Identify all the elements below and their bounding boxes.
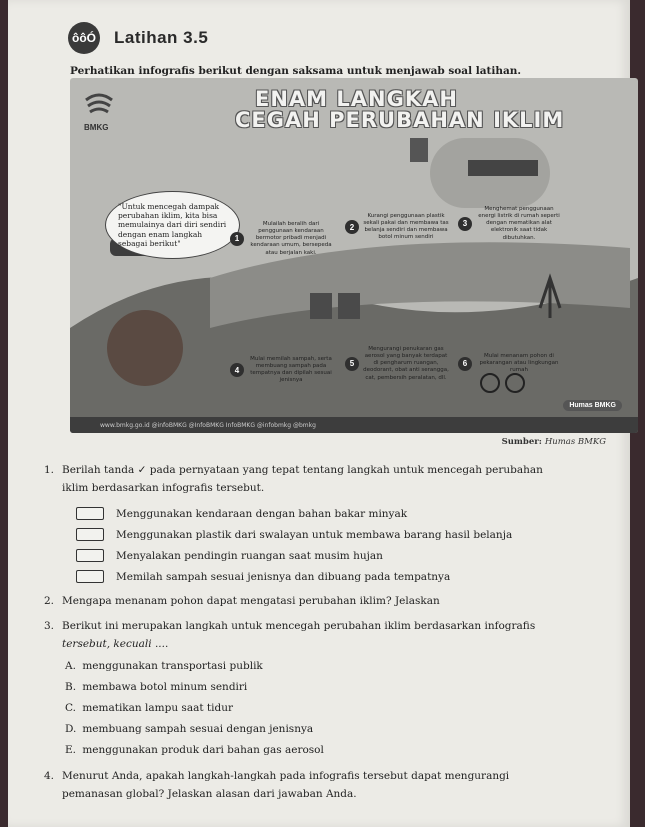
question-text: pemanasan global? Jelaskan alasan dari jawaban Anda. (62, 788, 357, 800)
recycle-bin-icon (338, 293, 360, 319)
step-number: 2 (345, 220, 359, 234)
infographic-title-line1: ENAM LANGKAH (255, 87, 458, 111)
q3-choice-e[interactable] (65, 744, 324, 756)
q3-choice-a[interactable] (65, 660, 263, 672)
recycle-bin-icon (310, 293, 332, 319)
question-number: 2. (44, 595, 55, 607)
choice-text: menggunakan transportasi publik (82, 660, 263, 672)
worksheet-page (8, 0, 630, 827)
question-text: tersebut, kecuali .... (62, 638, 169, 650)
question-4-line2 (62, 786, 357, 803)
question-1-line2 (62, 480, 264, 497)
choice-letter: E. (65, 744, 77, 756)
choice-text: membawa botol minum sendiri (82, 681, 248, 693)
instruction-text: Perhatikan infografis berikut dengan saksama untuk menjawab soal latihan. (70, 65, 522, 77)
choice-text: menggunakan produk dari bahan gas aerosol (82, 744, 324, 756)
choice-letter: B. (65, 681, 77, 693)
choice-letter: D. (65, 723, 77, 735)
step-2 (345, 213, 449, 242)
q3-choice-d[interactable] (65, 723, 313, 735)
bmkg-logo-text: BMKG (84, 123, 109, 132)
climate-infographic (70, 78, 638, 433)
question-text: Mengapa menanam pohon dapat mengatasi perubahan iklim? Jelaskan (62, 595, 440, 607)
choice-letter: A. (65, 660, 76, 672)
option-text: Menggunakan plastik dari swalayan untuk membawa barang hasil belanja (116, 528, 513, 541)
lock-icon (410, 138, 428, 162)
q3-choice-c[interactable] (65, 702, 233, 714)
step-1 (230, 221, 334, 257)
bmkg-logo (82, 90, 116, 132)
step-text: Mulailah beralih dari penggunaan kendaraan bermotor pribadi menjadi kendaraan umum, bersepeda atau berjalan kaki. (250, 221, 332, 256)
step-3 (458, 206, 562, 242)
question-number: 3. (44, 620, 55, 632)
step-text: Mulai menanam pohon di pekarangan atau lingkungan rumah (479, 353, 559, 374)
question-text: Berilah tanda ✓ pada pernyataan yang tepat tentang langkah untuk mencegah perubahan (62, 464, 543, 476)
question-text: Menurut Anda, apakah langkah-langkah pada infografis tersebut dapat mengurangi (62, 770, 510, 782)
option-text: Memilah sampah sesuai jenisnya dan dibuang pada tempatnya (116, 570, 451, 583)
infographic-footer: www.bmkg.go.id @infoBMKG @InfoBMKG InfoBMKG @infobmkg @bmkg (70, 417, 638, 433)
step-number: 4 (230, 363, 244, 377)
step-text: Mengurangi penukaran gas aerosol yang banyak terdapat di pengharum ruangan, deodorant, obat anti serangga, cat, pembersih peralatan, dll. (363, 346, 449, 381)
q1-option (76, 570, 450, 583)
step-number: 3 (458, 217, 472, 231)
question-3-line2 (62, 636, 168, 653)
step-number: 6 (458, 357, 472, 371)
source-label: Sumber: (501, 437, 542, 447)
question-text: Berikut ini merupakan langkah untuk mencegah perubahan iklim berdasarkan infografis (62, 620, 536, 632)
choice-text: mematikan lampu saat tidur (82, 702, 233, 714)
infographic-source (502, 437, 606, 447)
battery-icon (468, 160, 538, 176)
exercise-header (68, 22, 208, 54)
step-6 (458, 353, 562, 374)
step-number: 1 (230, 232, 244, 246)
question-number: 4. (44, 770, 55, 782)
q1-option (76, 507, 407, 520)
question-text: iklim berdasarkan infografis tersebut. (62, 482, 265, 494)
step-text: Menghemat penggunaan energi listrik di rumah seperti dengan mematikan alat elektronik saat tidak dibutuhkan. (478, 206, 560, 241)
speech-bubble (105, 191, 240, 259)
step-text: Kurangi penggunaan plastik sekali pakai dan membawa tas belanja sendiri dan membawa botol minum sendiri (363, 213, 449, 241)
step-number: 5 (345, 357, 359, 371)
checkbox[interactable] (76, 549, 104, 562)
speech-bubble-text: "Untuk mencegah dampak perubahan iklim, kita bisa memulainya dari diri sendiri dengan enam langkah sebagai berikut" (118, 201, 227, 249)
exercise-icon: ôôÓ (68, 22, 100, 54)
person-head (107, 310, 183, 386)
choice-text: membuang sampah sesuai dengan jenisnya (82, 723, 314, 735)
checkbox[interactable] (76, 570, 104, 583)
checkbox[interactable] (76, 507, 104, 520)
q1-option (76, 549, 383, 562)
question-number: 1. (44, 464, 55, 476)
infographic-title-line2: CEGAH PERUBAHAN IKLIM (235, 108, 565, 132)
q3-choice-b[interactable] (65, 681, 247, 693)
q1-option (76, 528, 512, 541)
checkbox[interactable] (76, 528, 104, 541)
exercise-title: Latihan 3.5 (114, 28, 209, 47)
step-text: Mulai memilah sampah, serta membuang sampah pada tempatnya dan dipilah sesuai jenisnya (250, 356, 332, 384)
option-text: Menyalakan pendingin ruangan saat musim hujan (116, 549, 383, 562)
option-text: Menggunakan kendaraan dengan bahan bakar minyak (116, 507, 408, 520)
source-value: Humas BMKG (544, 437, 606, 447)
step-4 (230, 356, 334, 385)
step-5 (345, 346, 449, 382)
humas-bmkg-badge: Humas BMKG (563, 400, 622, 411)
choice-letter: C. (65, 702, 76, 714)
